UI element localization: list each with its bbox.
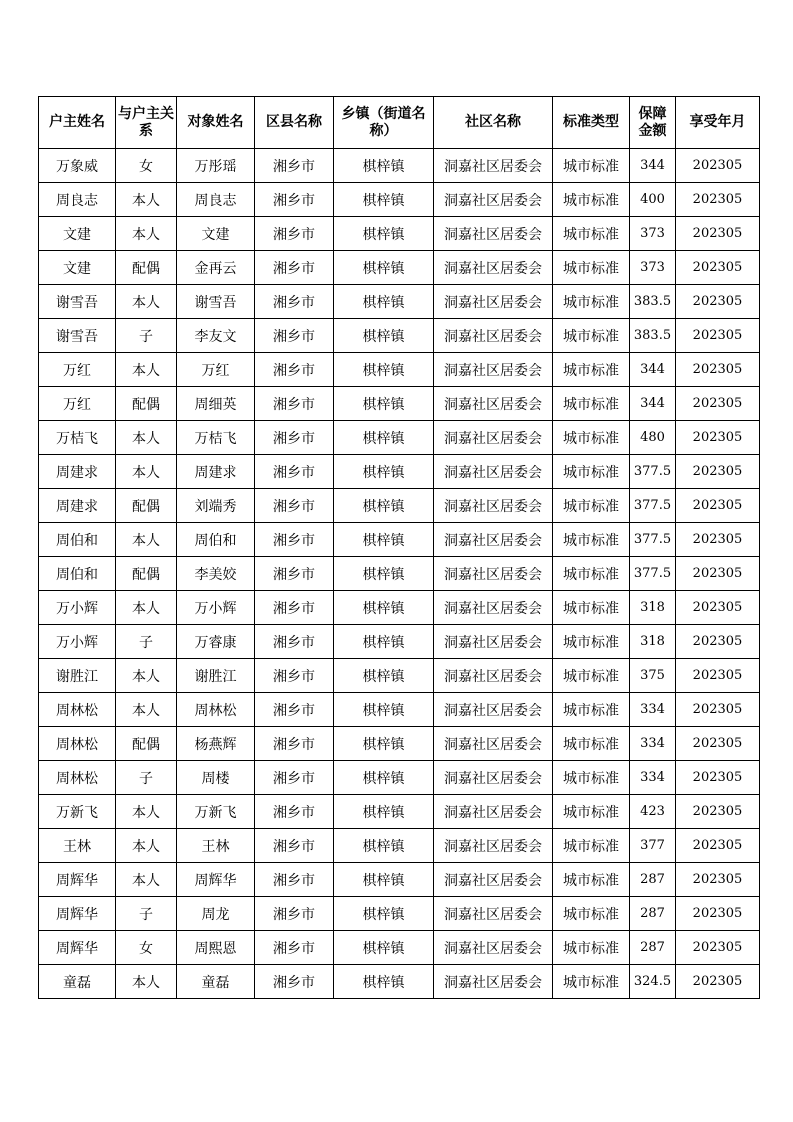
county-cell: 湘乡市 [255, 217, 334, 251]
amount-cell: 334 [630, 693, 676, 727]
table-row [39, 761, 760, 795]
householder-name-cell: 周建求 [39, 489, 116, 523]
standard-type-cell: 城市标准 [553, 285, 630, 319]
period-cell: 202305 [676, 489, 760, 523]
township-cell: 棋梓镇 [334, 727, 434, 761]
county-cell: 湘乡市 [255, 659, 334, 693]
county-cell: 湘乡市 [255, 795, 334, 829]
householder-name-cell: 万红 [39, 387, 116, 421]
relationship-cell: 配偶 [116, 387, 177, 421]
township-cell: 棋梓镇 [334, 625, 434, 659]
county-cell: 湘乡市 [255, 965, 334, 999]
recipient-name-cell: 王林 [177, 829, 255, 863]
standard-type-cell: 城市标准 [553, 149, 630, 183]
period-cell: 202305 [676, 353, 760, 387]
amount-cell: 383.5 [630, 285, 676, 319]
recipient-name-cell: 文建 [177, 217, 255, 251]
recipient-name-cell: 童磊 [177, 965, 255, 999]
period-cell: 202305 [676, 625, 760, 659]
table-row [39, 625, 760, 659]
relationship-cell: 配偶 [116, 251, 177, 285]
period-cell: 202305 [676, 285, 760, 319]
county-cell: 湘乡市 [255, 149, 334, 183]
table-row [39, 489, 760, 523]
community-cell: 洞嘉社区居委会 [434, 931, 553, 965]
recipient-name-cell: 谢胜江 [177, 659, 255, 693]
amount-cell: 373 [630, 217, 676, 251]
amount-cell: 383.5 [630, 319, 676, 353]
period-cell: 202305 [676, 455, 760, 489]
amount-cell: 334 [630, 761, 676, 795]
amount-cell: 423 [630, 795, 676, 829]
householder-name-cell: 周辉华 [39, 863, 116, 897]
relationship-cell: 本人 [116, 285, 177, 319]
period-cell: 202305 [676, 795, 760, 829]
county-cell: 湘乡市 [255, 557, 334, 591]
community-cell: 洞嘉社区居委会 [434, 523, 553, 557]
period-cell: 202305 [676, 829, 760, 863]
period-cell: 202305 [676, 217, 760, 251]
recipient-name-cell: 万新飞 [177, 795, 255, 829]
relationship-cell: 本人 [116, 353, 177, 387]
table-row [39, 795, 760, 829]
relationship-cell: 本人 [116, 795, 177, 829]
community-cell: 洞嘉社区居委会 [434, 319, 553, 353]
township-cell: 棋梓镇 [334, 829, 434, 863]
amount-cell: 377 [630, 829, 676, 863]
table-row [39, 931, 760, 965]
period-cell: 202305 [676, 251, 760, 285]
table-row [39, 863, 760, 897]
community-cell: 洞嘉社区居委会 [434, 693, 553, 727]
amount-header: 保障金额 [630, 97, 676, 149]
county-cell: 湘乡市 [255, 931, 334, 965]
county-cell: 湘乡市 [255, 285, 334, 319]
relationship-cell: 本人 [116, 217, 177, 251]
county-cell: 湘乡市 [255, 829, 334, 863]
community-cell: 洞嘉社区居委会 [434, 625, 553, 659]
amount-cell: 287 [630, 863, 676, 897]
recipient-name-cell: 万桔飞 [177, 421, 255, 455]
householder-name-cell: 王林 [39, 829, 116, 863]
amount-cell: 344 [630, 353, 676, 387]
community-cell: 洞嘉社区居委会 [434, 217, 553, 251]
relationship-cell: 子 [116, 625, 177, 659]
standard-type-cell: 城市标准 [553, 965, 630, 999]
community-cell: 洞嘉社区居委会 [434, 659, 553, 693]
table-row [39, 421, 760, 455]
community-cell: 洞嘉社区居委会 [434, 421, 553, 455]
township-cell: 棋梓镇 [334, 149, 434, 183]
community-cell: 洞嘉社区居委会 [434, 829, 553, 863]
community-cell: 洞嘉社区居委会 [434, 251, 553, 285]
householder-name-cell: 文建 [39, 251, 116, 285]
standard-type-cell: 城市标准 [553, 251, 630, 285]
community-header: 社区名称 [434, 97, 553, 149]
county-cell: 湘乡市 [255, 863, 334, 897]
relationship-cell: 子 [116, 761, 177, 795]
householder-name-header: 户主姓名 [39, 97, 116, 149]
standard-type-header: 标准类型 [553, 97, 630, 149]
amount-cell: 377.5 [630, 455, 676, 489]
recipient-name-cell: 周良志 [177, 183, 255, 217]
assistance-roster-table [38, 96, 760, 999]
standard-type-cell: 城市标准 [553, 319, 630, 353]
township-cell: 棋梓镇 [334, 795, 434, 829]
period-cell: 202305 [676, 693, 760, 727]
period-cell: 202305 [676, 863, 760, 897]
recipient-name-cell: 万红 [177, 353, 255, 387]
table-row [39, 217, 760, 251]
standard-type-cell: 城市标准 [553, 693, 630, 727]
recipient-name-cell: 周伯和 [177, 523, 255, 557]
township-cell: 棋梓镇 [334, 693, 434, 727]
community-cell: 洞嘉社区居委会 [434, 285, 553, 319]
standard-type-cell: 城市标准 [553, 931, 630, 965]
community-cell: 洞嘉社区居委会 [434, 897, 553, 931]
community-cell: 洞嘉社区居委会 [434, 761, 553, 795]
township-cell: 棋梓镇 [334, 557, 434, 591]
householder-name-cell: 童磊 [39, 965, 116, 999]
county-cell: 湘乡市 [255, 455, 334, 489]
relationship-cell: 女 [116, 149, 177, 183]
table-row [39, 183, 760, 217]
relationship-cell: 子 [116, 319, 177, 353]
table-row [39, 829, 760, 863]
community-cell: 洞嘉社区居委会 [434, 183, 553, 217]
recipient-name-header: 对象姓名 [177, 97, 255, 149]
recipient-name-cell: 周林松 [177, 693, 255, 727]
relationship-cell: 配偶 [116, 557, 177, 591]
householder-name-cell: 谢胜江 [39, 659, 116, 693]
county-cell: 湘乡市 [255, 693, 334, 727]
county-cell: 湘乡市 [255, 183, 334, 217]
relationship-cell: 配偶 [116, 489, 177, 523]
relationship-cell: 本人 [116, 965, 177, 999]
community-cell: 洞嘉社区居委会 [434, 387, 553, 421]
county-cell: 湘乡市 [255, 387, 334, 421]
relationship-cell: 配偶 [116, 727, 177, 761]
recipient-name-cell: 刘端秀 [177, 489, 255, 523]
standard-type-cell: 城市标准 [553, 217, 630, 251]
township-cell: 棋梓镇 [334, 863, 434, 897]
standard-type-cell: 城市标准 [553, 863, 630, 897]
header-row [39, 97, 760, 149]
table-row [39, 319, 760, 353]
county-cell: 湘乡市 [255, 591, 334, 625]
standard-type-cell: 城市标准 [553, 489, 630, 523]
table-row [39, 897, 760, 931]
period-cell: 202305 [676, 319, 760, 353]
standard-type-cell: 城市标准 [553, 795, 630, 829]
table-row [39, 149, 760, 183]
township-cell: 棋梓镇 [334, 761, 434, 795]
period-cell: 202305 [676, 557, 760, 591]
householder-name-cell: 周林松 [39, 727, 116, 761]
county-cell: 湘乡市 [255, 727, 334, 761]
recipient-name-cell: 杨燕辉 [177, 727, 255, 761]
table-row [39, 591, 760, 625]
county-cell: 湘乡市 [255, 353, 334, 387]
householder-name-cell: 万小辉 [39, 625, 116, 659]
recipient-name-cell: 金再云 [177, 251, 255, 285]
standard-type-cell: 城市标准 [553, 353, 630, 387]
community-cell: 洞嘉社区居委会 [434, 727, 553, 761]
recipient-name-cell: 周辉华 [177, 863, 255, 897]
table-header [39, 97, 760, 149]
community-cell: 洞嘉社区居委会 [434, 489, 553, 523]
amount-cell: 318 [630, 591, 676, 625]
householder-name-cell: 周辉华 [39, 931, 116, 965]
recipient-name-cell: 万彤瑶 [177, 149, 255, 183]
householder-name-cell: 谢雪吾 [39, 319, 116, 353]
township-cell: 棋梓镇 [334, 455, 434, 489]
standard-type-cell: 城市标准 [553, 897, 630, 931]
table-row [39, 727, 760, 761]
standard-type-cell: 城市标准 [553, 183, 630, 217]
period-cell: 202305 [676, 523, 760, 557]
householder-name-cell: 文建 [39, 217, 116, 251]
amount-cell: 377.5 [630, 523, 676, 557]
amount-cell: 377.5 [630, 489, 676, 523]
recipient-name-cell: 万小辉 [177, 591, 255, 625]
community-cell: 洞嘉社区居委会 [434, 863, 553, 897]
township-cell: 棋梓镇 [334, 319, 434, 353]
county-cell: 湘乡市 [255, 625, 334, 659]
township-cell: 棋梓镇 [334, 591, 434, 625]
township-cell: 棋梓镇 [334, 251, 434, 285]
standard-type-cell: 城市标准 [553, 387, 630, 421]
township-cell: 棋梓镇 [334, 183, 434, 217]
county-cell: 湘乡市 [255, 489, 334, 523]
amount-cell: 400 [630, 183, 676, 217]
recipient-name-cell: 周龙 [177, 897, 255, 931]
relationship-cell: 本人 [116, 421, 177, 455]
householder-name-cell: 万桔飞 [39, 421, 116, 455]
relationship-cell: 本人 [116, 183, 177, 217]
relationship-cell: 女 [116, 931, 177, 965]
table-row [39, 557, 760, 591]
township-cell: 棋梓镇 [334, 353, 434, 387]
amount-cell: 375 [630, 659, 676, 693]
recipient-name-cell: 李美姣 [177, 557, 255, 591]
table-row [39, 353, 760, 387]
relationship-cell: 本人 [116, 693, 177, 727]
table-body [39, 149, 760, 999]
period-cell: 202305 [676, 761, 760, 795]
county-cell: 湘乡市 [255, 523, 334, 557]
period-cell: 202305 [676, 183, 760, 217]
county-cell: 湘乡市 [255, 761, 334, 795]
householder-name-cell: 周伯和 [39, 557, 116, 591]
householder-name-cell: 周林松 [39, 761, 116, 795]
householder-name-cell: 周良志 [39, 183, 116, 217]
table-row [39, 387, 760, 421]
township-cell: 棋梓镇 [334, 931, 434, 965]
table-row [39, 523, 760, 557]
county-cell: 湘乡市 [255, 251, 334, 285]
county-cell: 湘乡市 [255, 319, 334, 353]
community-cell: 洞嘉社区居委会 [434, 557, 553, 591]
standard-type-cell: 城市标准 [553, 591, 630, 625]
township-cell: 棋梓镇 [334, 387, 434, 421]
householder-name-cell: 周辉华 [39, 897, 116, 931]
recipient-name-cell: 周熙恩 [177, 931, 255, 965]
community-cell: 洞嘉社区居委会 [434, 591, 553, 625]
community-cell: 洞嘉社区居委会 [434, 795, 553, 829]
community-cell: 洞嘉社区居委会 [434, 455, 553, 489]
period-header: 享受年月 [676, 97, 760, 149]
amount-cell: 377.5 [630, 557, 676, 591]
table-row [39, 251, 760, 285]
standard-type-cell: 城市标准 [553, 625, 630, 659]
recipient-name-cell: 周建求 [177, 455, 255, 489]
amount-cell: 324.5 [630, 965, 676, 999]
householder-name-cell: 周建求 [39, 455, 116, 489]
relationship-header: 与户主关系 [116, 97, 177, 149]
standard-type-cell: 城市标准 [553, 829, 630, 863]
amount-cell: 344 [630, 149, 676, 183]
relationship-cell: 本人 [116, 829, 177, 863]
standard-type-cell: 城市标准 [553, 421, 630, 455]
householder-name-cell: 谢雪吾 [39, 285, 116, 319]
period-cell: 202305 [676, 897, 760, 931]
recipient-name-cell: 周楼 [177, 761, 255, 795]
relationship-cell: 子 [116, 897, 177, 931]
county-header: 区县名称 [255, 97, 334, 149]
township-cell: 棋梓镇 [334, 285, 434, 319]
community-cell: 洞嘉社区居委会 [434, 149, 553, 183]
standard-type-cell: 城市标准 [553, 761, 630, 795]
table-row [39, 965, 760, 999]
householder-name-cell: 周伯和 [39, 523, 116, 557]
period-cell: 202305 [676, 965, 760, 999]
standard-type-cell: 城市标准 [553, 557, 630, 591]
township-cell: 棋梓镇 [334, 421, 434, 455]
township-cell: 棋梓镇 [334, 659, 434, 693]
householder-name-cell: 万红 [39, 353, 116, 387]
amount-cell: 480 [630, 421, 676, 455]
relationship-cell: 本人 [116, 659, 177, 693]
township-cell: 棋梓镇 [334, 523, 434, 557]
relationship-cell: 本人 [116, 455, 177, 489]
householder-name-cell: 万象威 [39, 149, 116, 183]
community-cell: 洞嘉社区居委会 [434, 353, 553, 387]
period-cell: 202305 [676, 659, 760, 693]
county-cell: 湘乡市 [255, 421, 334, 455]
amount-cell: 373 [630, 251, 676, 285]
period-cell: 202305 [676, 421, 760, 455]
township-cell: 棋梓镇 [334, 897, 434, 931]
standard-type-cell: 城市标准 [553, 659, 630, 693]
standard-type-cell: 城市标准 [553, 523, 630, 557]
standard-type-cell: 城市标准 [553, 727, 630, 761]
amount-cell: 318 [630, 625, 676, 659]
table-row [39, 285, 760, 319]
period-cell: 202305 [676, 149, 760, 183]
householder-name-cell: 万小辉 [39, 591, 116, 625]
period-cell: 202305 [676, 591, 760, 625]
county-cell: 湘乡市 [255, 897, 334, 931]
relationship-cell: 本人 [116, 591, 177, 625]
table-row [39, 693, 760, 727]
amount-cell: 334 [630, 727, 676, 761]
standard-type-cell: 城市标准 [553, 455, 630, 489]
table-row [39, 455, 760, 489]
amount-cell: 287 [630, 897, 676, 931]
township-cell: 棋梓镇 [334, 489, 434, 523]
recipient-name-cell: 谢雪吾 [177, 285, 255, 319]
township-cell: 棋梓镇 [334, 965, 434, 999]
amount-cell: 344 [630, 387, 676, 421]
relationship-cell: 本人 [116, 863, 177, 897]
community-cell: 洞嘉社区居委会 [434, 965, 553, 999]
township-header: 乡镇（街道名称） [334, 97, 434, 149]
period-cell: 202305 [676, 727, 760, 761]
period-cell: 202305 [676, 931, 760, 965]
householder-name-cell: 周林松 [39, 693, 116, 727]
table-row [39, 659, 760, 693]
relationship-cell: 本人 [116, 523, 177, 557]
recipient-name-cell: 万睿康 [177, 625, 255, 659]
amount-cell: 287 [630, 931, 676, 965]
householder-name-cell: 万新飞 [39, 795, 116, 829]
recipient-name-cell: 周细英 [177, 387, 255, 421]
period-cell: 202305 [676, 387, 760, 421]
recipient-name-cell: 李友文 [177, 319, 255, 353]
township-cell: 棋梓镇 [334, 217, 434, 251]
